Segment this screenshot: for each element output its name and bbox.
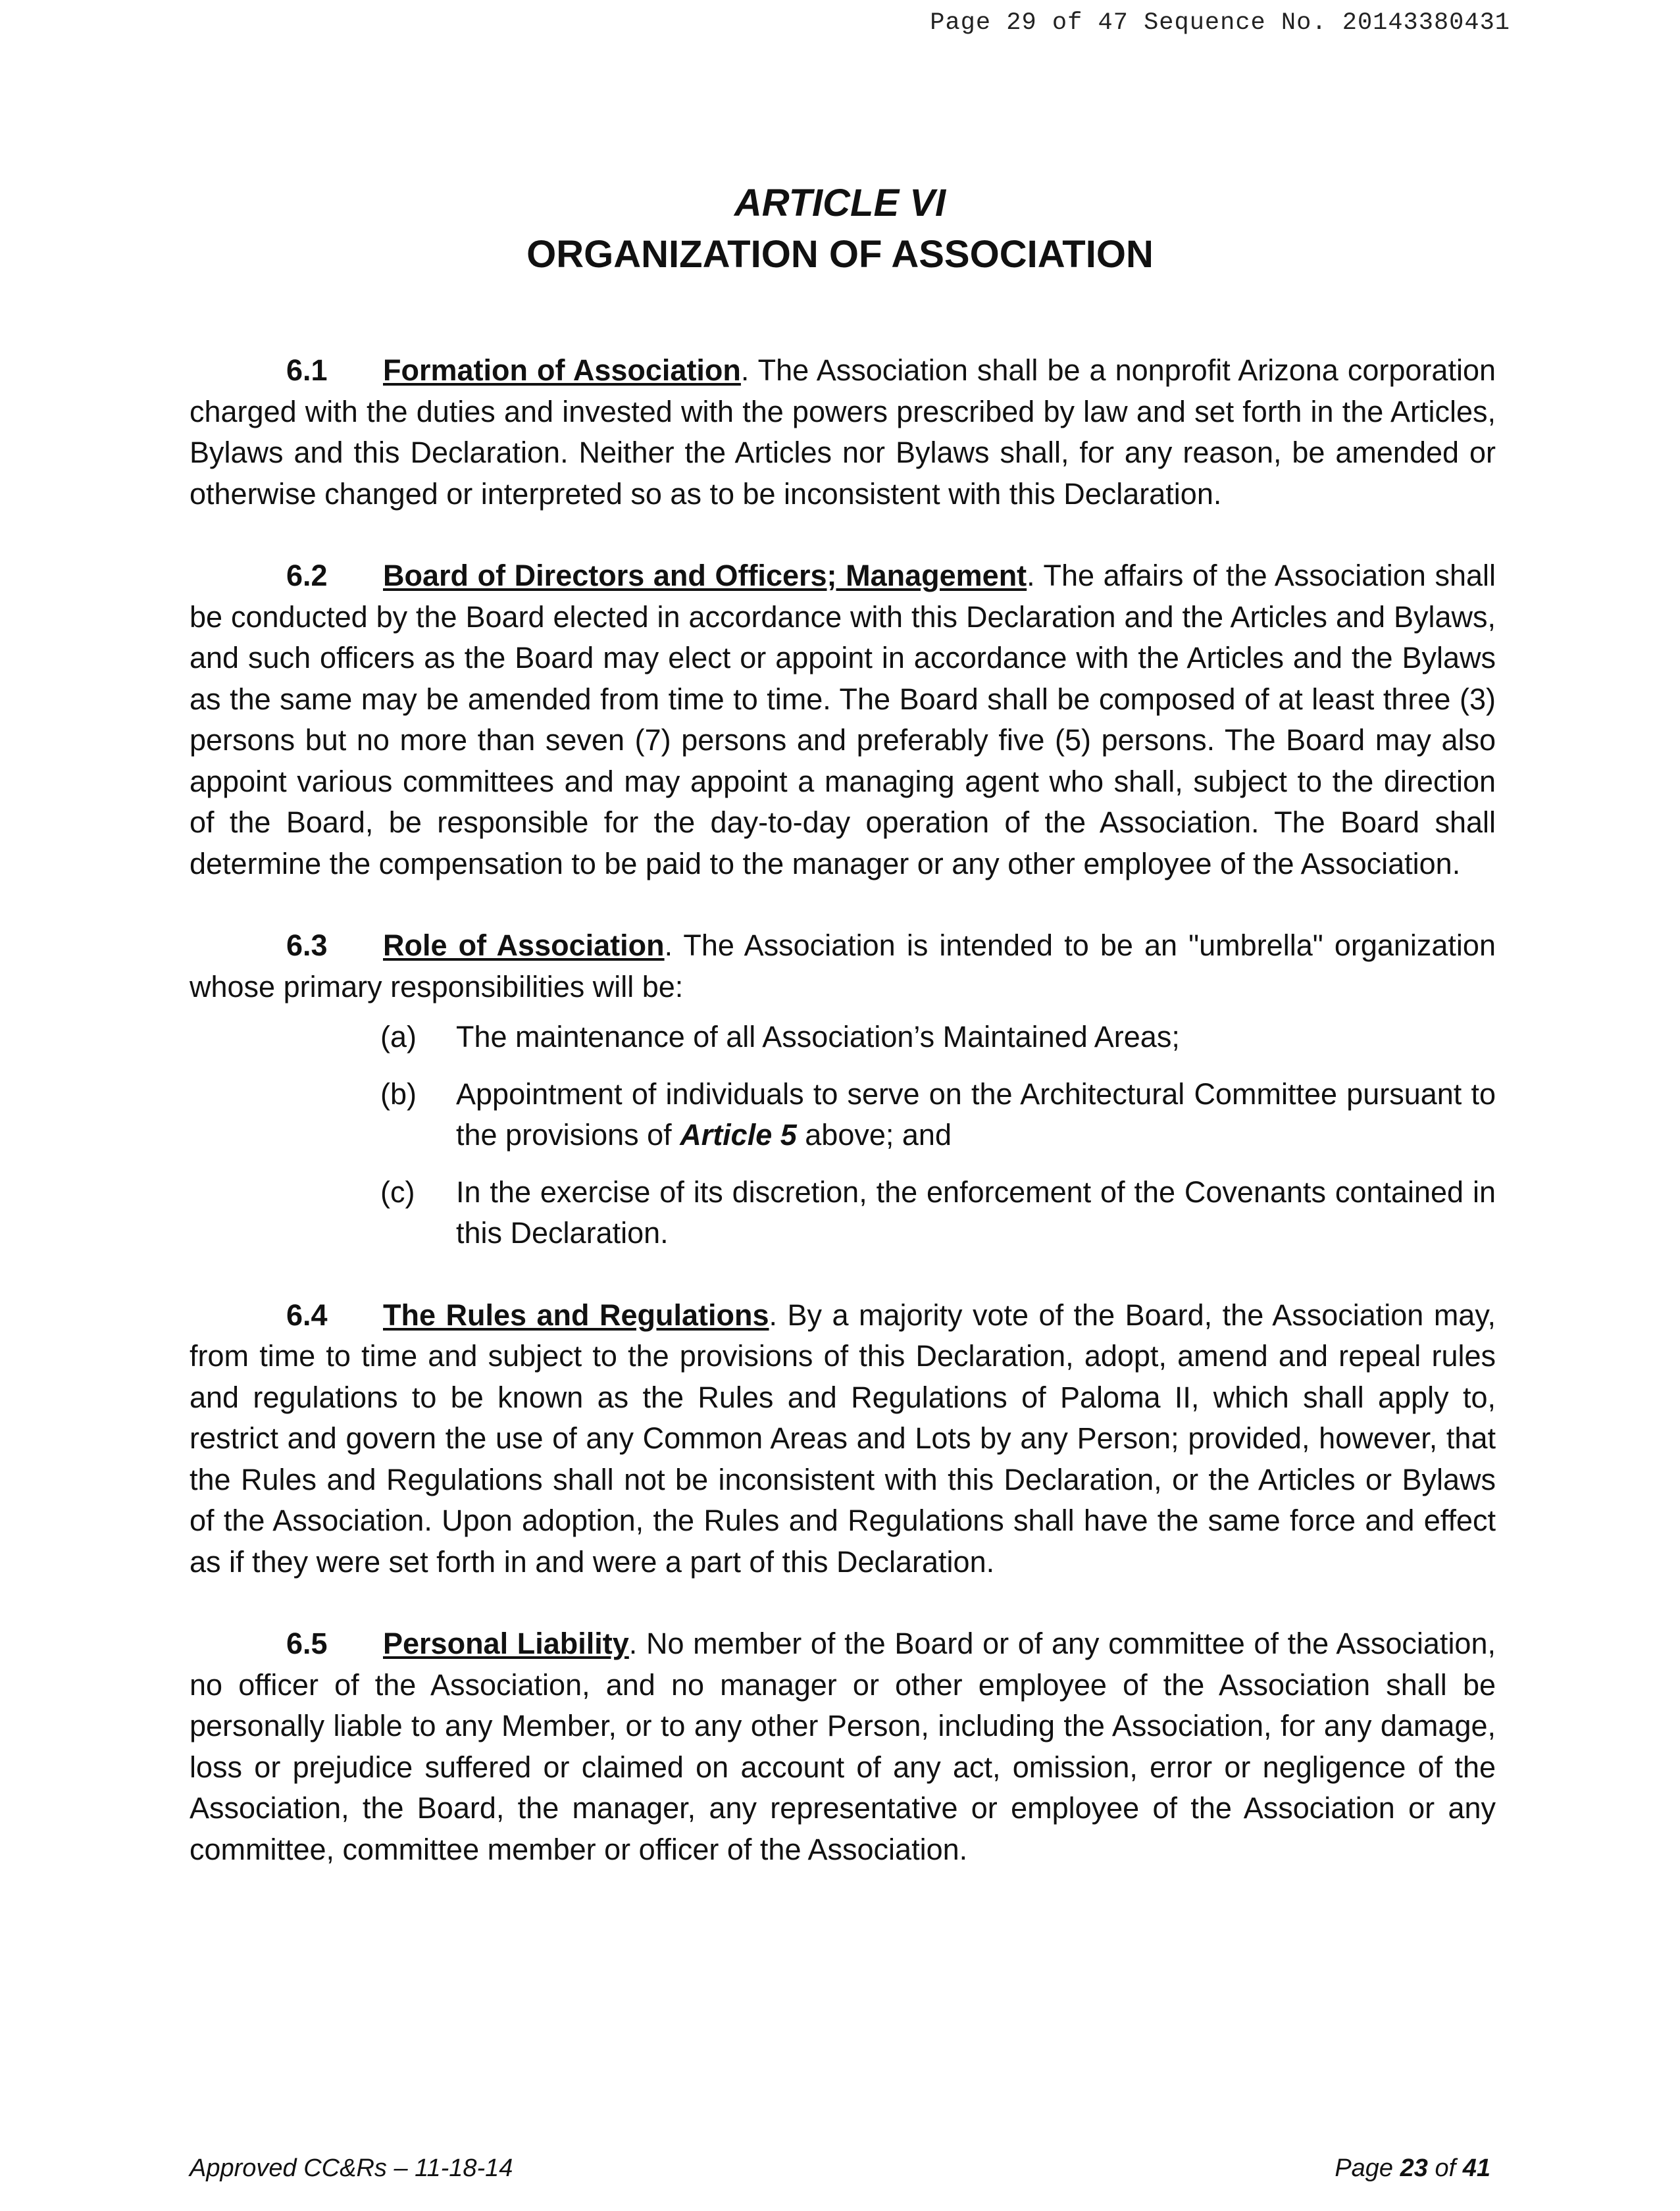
of-word: of <box>1427 2154 1463 2182</box>
article-reference: Article 5 <box>680 1118 797 1152</box>
section-text: . The Association is intended to be an "umbrella" organization whose primary responsibilities will be: <box>190 928 1496 1004</box>
section-number: 6.5 <box>286 1627 328 1660</box>
article-title: ORGANIZATION OF ASSOCIATION <box>526 233 1154 276</box>
section-number: 6.2 <box>286 559 328 592</box>
section-number: 6.3 <box>286 928 328 962</box>
list-marker: (a) <box>380 1020 417 1054</box>
article-number: ARTICLE VI <box>734 182 946 224</box>
section-title: Board of Directors and Officers; Management <box>383 559 1027 592</box>
responsibilities-list <box>190 1017 1496 1254</box>
section-title: The Rules and Regulations <box>383 1298 769 1332</box>
sequence-stamp: Page 29 of 47 Sequence No. 20143380431 <box>930 9 1510 37</box>
list-item-text: In the exercise of its discretion, the enforcement of the Covenants contained in this Declaration. <box>456 1175 1496 1250</box>
list-item <box>190 1017 1496 1058</box>
page-word: Page <box>1335 2154 1400 2182</box>
section-6-2 <box>190 555 1496 884</box>
section-text: . No member of the Board or of any committee of the Association, no officer of the Association, and no manager or other employee of the Association shall be personally liable to any Member, or to any other Person, including the Association, for any damage, loss or prejudice suffered or claimed on account of any act, omission, error or negligence of the Association, the Board, the manager, any representative or employee of the Association or any committee, committee member or officer of the Association. <box>190 1627 1496 1866</box>
section-title: Personal Liability <box>383 1627 629 1660</box>
section-6-1 <box>190 350 1496 515</box>
list-marker: (b) <box>380 1077 417 1111</box>
section-number: 6.4 <box>286 1298 328 1332</box>
section-text: . By a majority vote of the Board, the Association may, from time to time and subject to the provisions of this Declaration, adopt, amend and repeal rules and regulations to be known as the Rules and Regulations of Paloma II, which shall apply to, restrict and govern the use of any Common Areas and Lots by any Person; provided, however, that the Rules and Regulations shall not be inconsistent with this Declaration, or the Articles or Bylaws of the Association. Upon adoption, the Rules and Regulations shall have the same force and effect as if they were set forth in and were a part of this Declaration. <box>190 1298 1496 1579</box>
article-body <box>190 350 1496 1911</box>
article-heading <box>0 178 1680 280</box>
list-item-text: Appointment of individuals to serve on the Architectural Committee pursuant to the provisions of <box>456 1077 1496 1152</box>
section-6-3 <box>190 925 1496 1007</box>
page-total: 41 <box>1462 2154 1490 2182</box>
list-item-text-after: above; and <box>796 1118 952 1152</box>
list-marker: (c) <box>380 1175 415 1209</box>
page-current: 23 <box>1400 2154 1428 2182</box>
section-text: . The Association shall be a nonprofit Arizona corporation charged with the duties and invested with the powers prescribed by law and set forth in the Articles, Bylaws and this Declaration. Neither the Articles nor Bylaws shall, for any reason, be amended or otherwise changed or interpreted so as to be inconsistent with this Declaration. <box>190 353 1496 511</box>
section-6-5 <box>190 1623 1496 1870</box>
section-text: . The affairs of the Association shall be conducted by the Board elected in accordance with this Declaration and the Articles and Bylaws, and such officers as the Board may elect or appoint in accordance with the Articles and the Bylaws as the same may be amended from time to time. The Board shall be composed of at least three (3) persons but no more than seven (7) persons and preferably five (5) persons. The Board may also appoint various committees and may appoint a managing agent who shall, subject to the direction of the Board, be responsible for the day-to-day operation of the Association. The Board shall determine the compensation to be paid to the manager or any other employee of the Association. <box>190 559 1496 880</box>
section-number: 6.1 <box>286 353 328 387</box>
section-title: Formation of Association <box>383 353 741 387</box>
list-item <box>190 1172 1496 1254</box>
list-item <box>190 1074 1496 1156</box>
list-item-text: The maintenance of all Association’s Maintained Areas; <box>456 1020 1180 1054</box>
section-6-4 <box>190 1295 1496 1583</box>
section-title: Role of Association <box>383 928 665 962</box>
footer-page-number <box>1335 2154 1490 2183</box>
footer-approval-note: Approved CC&Rs – 11-18-14 <box>190 2154 513 2182</box>
